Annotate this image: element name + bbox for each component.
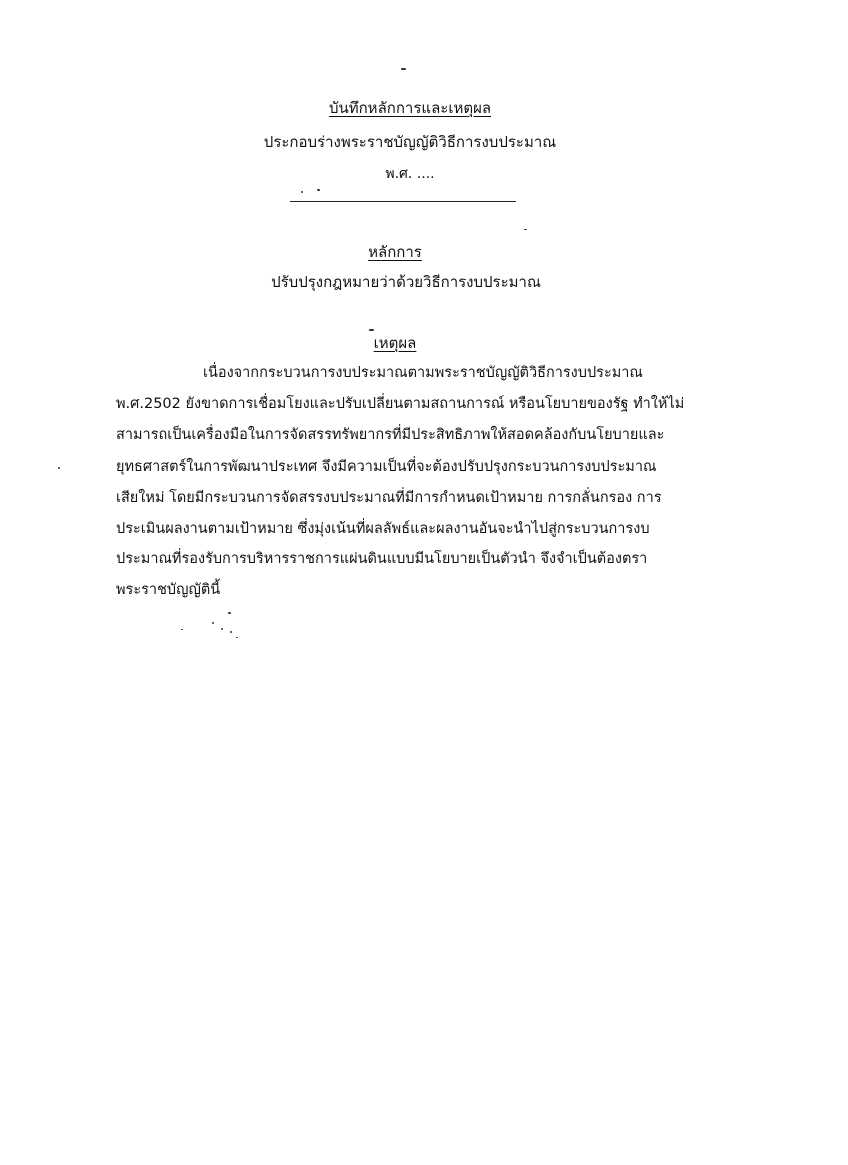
- reason-heading: เหตุผล: [373, 334, 417, 352]
- scan-speck: [181, 629, 183, 630]
- scan-speck: [221, 628, 223, 630]
- scan-speck: [369, 329, 374, 331]
- reason-line: เสียใหม่ โดยมีกระบวนการจัดสรรงบประมาณที่มีการกำหนดเป้าหมาย การกลั่นกรอง การ: [116, 490, 662, 506]
- reason-line: เนื่องจากกระบวนการงบประมาณตามพระราชบัญญัติวิธีการงบประมาณ: [203, 365, 643, 381]
- scan-speck: [401, 68, 406, 70]
- scan-speck: [212, 622, 214, 624]
- scan-speck: [58, 467, 60, 469]
- reason-line: พ.ศ.2502 ยังขาดการเชื่อมโยงและปรับเปลี่ยนตามสถานการณ์ หรือนโยบายของรัฐ ทำให้ไม่: [116, 396, 685, 412]
- principle-heading: หลักการ: [368, 243, 422, 261]
- reason-line: ประมาณที่รองรับการบริหารราชการแผ่นดินแบบมีนโยบายเป็นตัวนำ จึงจำเป็นต้องตรา: [116, 551, 648, 567]
- title-divider: [290, 201, 516, 202]
- scan-speck: [317, 189, 320, 191]
- reason-line: ประเมินผลงานตามเป้าหมาย ซึ่งมุ่งเน้นที่ผลลัพธ์และผลงานอันจะนำไปสู่กระบวนการงบ: [116, 521, 650, 537]
- scan-speck: [301, 191, 303, 193]
- document-title: บันทึกหลักการและเหตุผล: [328, 99, 492, 117]
- scan-speck: [230, 631, 232, 633]
- scan-speck: [236, 637, 238, 638]
- principle-text: ปรับปรุงกฎหมายว่าด้วยวิธีการงบประมาณ: [271, 273, 541, 291]
- scan-speck: [524, 229, 527, 230]
- scan-speck: [228, 612, 231, 614]
- document-year: พ.ศ. ....: [385, 166, 435, 182]
- reason-line: ยุทธศาสตร์ในการพัฒนาประเทศ จึงมีความเป็นที่จะต้องปรับปรุงกระบวนการงบประมาณ: [116, 459, 657, 475]
- document-subtitle: ประกอบร่างพระราชบัญญัติวิธีการงบประมาณ: [263, 133, 557, 151]
- reason-line: สามารถเป็นเครื่องมือในการจัดสรรทรัพยากรที่มีประสิทธิภาพให้สอดคล้องกับนโยบายและ: [116, 427, 665, 443]
- reason-line: พระราชบัญญัตินี้: [116, 582, 221, 598]
